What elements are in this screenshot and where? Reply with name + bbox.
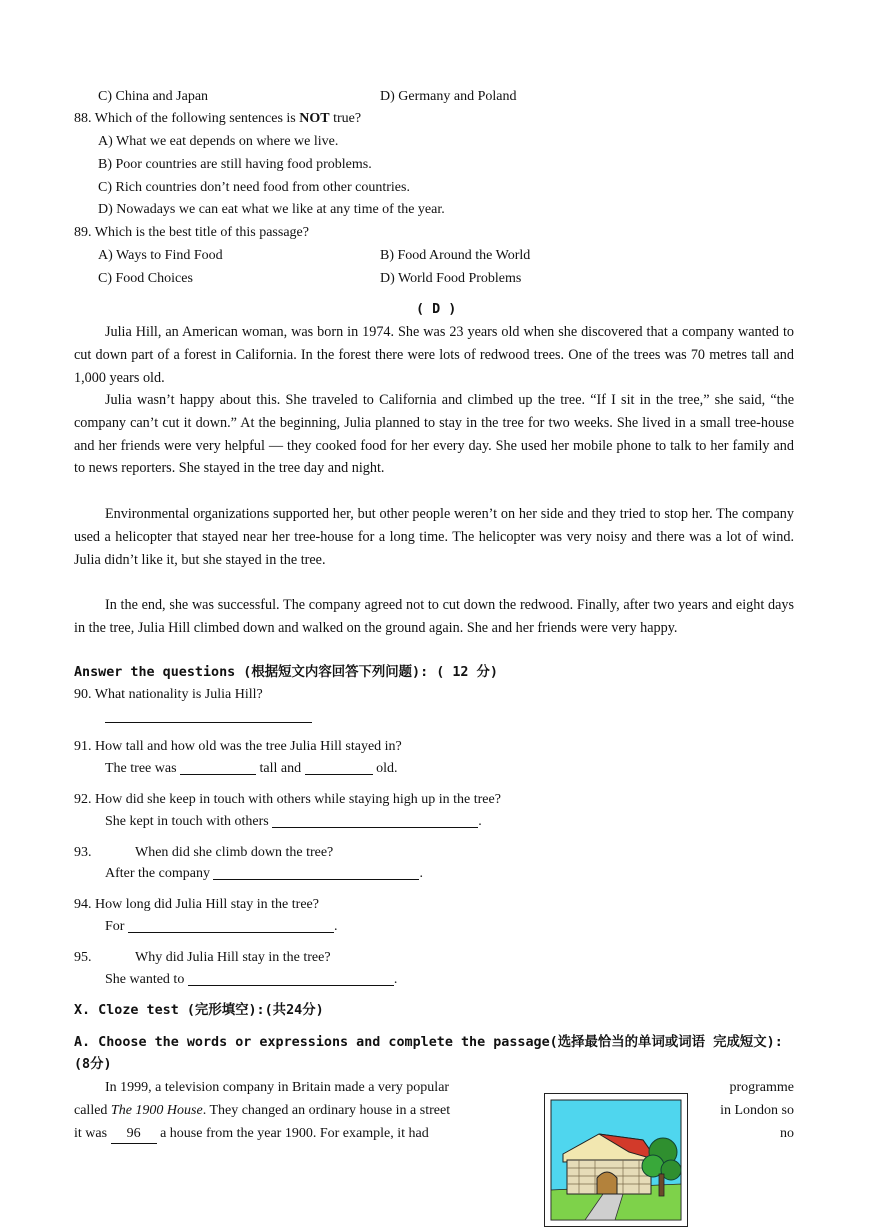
q90-stem: 90. What nationality is Julia Hill? <box>74 687 263 702</box>
passage-d-paragraph-4: In the end, she was successful. The company agreed not to cut down the redwood. Finally, after two years and eight days in the tree, Julia Hill climbed down and walked on the ground again. She and her friends were very happy. <box>74 597 794 636</box>
house-illustration <box>544 1093 688 1227</box>
section-a-score: (8分) <box>74 1057 112 1072</box>
q89-option-d: D) World Food Problems <box>380 271 522 286</box>
q91-tall-blank[interactable] <box>180 760 256 775</box>
cloze-line-2-left: called The 1900 House. They changed an ordinary house in a street <box>74 1103 451 1118</box>
q87-option-c: C) China and Japan <box>98 89 209 104</box>
q88-option-c: C) Rich countries don’t need food from other countries. <box>98 180 410 195</box>
passage-d-paragraph-3: Environmental organizations supported her, but other people weren’t on her side and they tried to stop her. The company used a helicopter that stayed near her tree-house for a long time. The helicopter was very noisy and there was a lot of wind. Julia didn’t like it, but she stayed in the tree. <box>74 506 794 568</box>
q88-option-d: D) Nowadays we can eat what we like at any time of the year. <box>98 202 445 217</box>
q89-option-a: A) Ways to Find Food <box>98 248 223 263</box>
q89-stem: 89. Which is the best title of this passage? <box>74 225 309 240</box>
q95-number: 95. <box>74 950 92 965</box>
q88-option-b: B) Poor countries are still having food problems. <box>98 157 372 172</box>
q91-old-blank[interactable] <box>305 760 373 775</box>
house-picture-icon <box>545 1094 687 1226</box>
q91-answer-line: The tree was tall and old. <box>105 761 398 776</box>
q89-option-b: B) Food Around the World <box>380 248 531 263</box>
q93-answer-line: After the company . <box>105 866 423 881</box>
q92-answer-line: She kept in touch with others . <box>105 814 482 829</box>
q88-stem: 88. Which of the following sentences is NOT true? <box>74 111 362 126</box>
q92-answer-blank[interactable] <box>272 813 478 828</box>
cloze-line-3-right: no <box>780 1126 794 1141</box>
q93-answer-blank[interactable] <box>213 865 419 880</box>
q93-number: 93. <box>74 845 92 860</box>
cloze-line-1-left: In 1999, a television company in Britain made a very popular <box>105 1080 450 1095</box>
q93-stem: When did she climb down the tree? <box>135 845 334 860</box>
q88-not-emphasis: NOT <box>299 111 330 126</box>
q95-answer-blank[interactable] <box>188 971 394 986</box>
q91-stem: 91. How tall and how old was the tree Julia Hill stayed in? <box>74 739 402 754</box>
section-a-heading: A. Choose the words or expressions and complete the passage(选择最恰当的单词或词语 完成短文): <box>74 1035 783 1050</box>
q90-answer-blank[interactable] <box>105 722 312 723</box>
q94-stem: 94. How long did Julia Hill stay in the tree? <box>74 897 319 912</box>
cloze-blank-96[interactable]: 96 <box>111 1125 157 1144</box>
answer-questions-heading: Answer the questions (根据短文内容回答下列问题): ( 12 分) <box>74 665 498 680</box>
q94-answer-blank[interactable] <box>128 918 334 933</box>
cloze-line-1-right: programme <box>729 1080 794 1095</box>
section-x-heading: X. Cloze test (完形填空):(共24分) <box>74 1003 324 1018</box>
show-title: The 1900 House <box>110 1103 203 1118</box>
q88-option-a: A) What we eat depends on where we live. <box>98 134 339 149</box>
passage-d-paragraph-1: Julia Hill, an American woman, was born in 1974. She was 23 years old when she discovered that a company wanted to cut down part of a forest in California. In the forest there were lots of redwood trees. One of the trees was 70 metres tall and 1,000 years old. <box>74 324 794 386</box>
passage-d-paragraph-2: Julia wasn’t happy about this. She traveled to California and climbed up the tree. “If I sit in the tree,” she said, “the company can’t cut it down.” At the beginning, Julia planned to stay in the tree for two weeks. She lived in a small tree-house and her friends were very helpful — they cooked food for her every day. She used her mobile phone to talk to her family and to news reporters. She stayed in the tree day and night. <box>74 392 794 477</box>
q89-option-c: C) Food Choices <box>98 271 193 286</box>
section-d-label: ( D ) <box>416 302 457 317</box>
q87-option-d: D) Germany and Poland <box>380 89 517 104</box>
cloze-line-3-left: it was 96 a house from the year 1900. For example, it had <box>74 1125 429 1144</box>
q92-stem: 92. How did she keep in touch with others while staying high up in the tree? <box>74 792 501 807</box>
q95-answer-line: She wanted to . <box>105 972 398 987</box>
q94-answer-line: For . <box>105 919 338 934</box>
cloze-line-2-right: in London so <box>720 1103 794 1118</box>
q95-stem: Why did Julia Hill stay in the tree? <box>135 950 331 965</box>
